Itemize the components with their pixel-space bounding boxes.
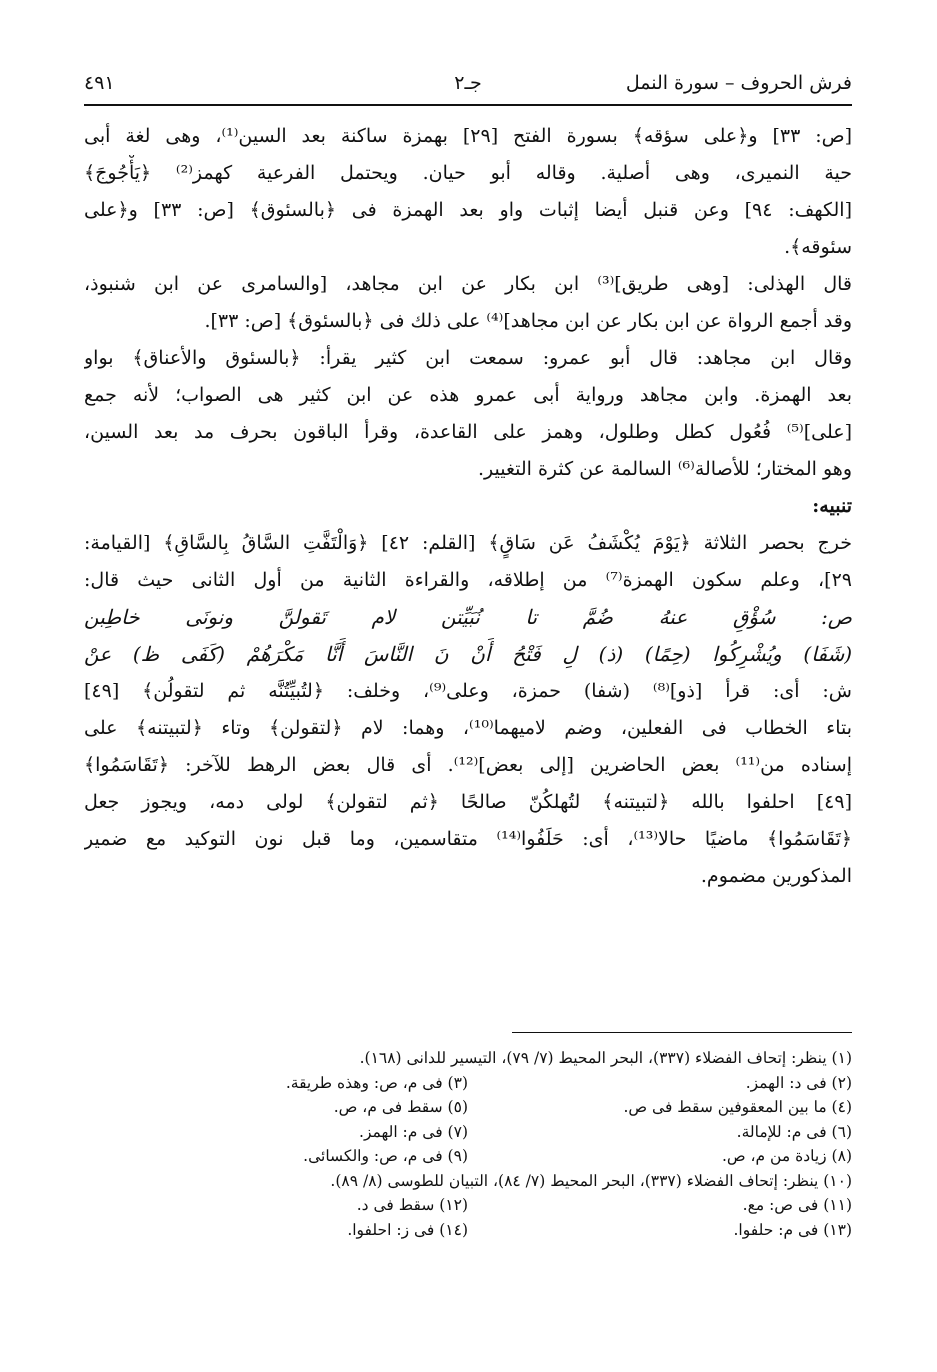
footnote-6: (٦) فى م: للإمالة. xyxy=(736,1122,852,1141)
text-line: بتاء الخطاب فى الفعلين، وضم لاميهما⁽¹⁰⁾، وهما: لام ﴿لتقولن﴾ وتاء ﴿لتبيتنه﴾ على xyxy=(84,717,852,739)
header-divider xyxy=(84,104,852,106)
footnote-12: (١٢) سقط فى د. xyxy=(356,1196,468,1214)
footnote-4: (٤) ما بين المعقوفين سقط فى ص. xyxy=(623,1098,852,1116)
running-header xyxy=(84,70,852,104)
header-title: فرش الحروف – سورة النمل xyxy=(625,72,852,94)
text-line: حية النميرى، وهى أصلية. وقاله أبو حيان. ويحتمل الفرعية كهمز⁽²⁾ ﴿يَأْجُوجَ﴾ xyxy=(84,162,852,184)
text-line: إسناده من⁽¹¹⁾ بعض الحاضرين [إلى بعض]⁽¹²⁾. أى قال بعض الرهط للآخر: ﴿تَقَاسَمُوا﴾ xyxy=(84,754,852,776)
footnote-11: (١١) فى ص: مع. xyxy=(742,1196,852,1214)
footnote-1: (١) ينظر: إتحاف الفضلاء (٣٣٧)، البحر المحيط (٧/ ٧٩)، التيسير للدانى (١٦٨). xyxy=(359,1049,852,1067)
section-heading: تنبيه: xyxy=(812,495,852,517)
text-line: [ص: ٣٣] و﴿على سؤقه﴾ بسورة الفتح [٢٩] بهمزة ساكنة بعد السين⁽¹⁾، وهى لغة أبى xyxy=(84,125,852,147)
text-line: المذكورين مضموم. xyxy=(700,865,852,887)
footnote-9: (٩) فى م، ص: والكسائى. xyxy=(303,1147,468,1165)
text-line: بعد الهمزة. وابن مجاهد ورواية أبى عمرو هذه عن ابن كثير هى الصواب؛ لأنه جمع xyxy=(84,384,852,406)
footnote-5: (٥) سقط فى م، ص. xyxy=(333,1098,468,1116)
footnote-14: (١٤) فى ز: احلفوا. xyxy=(347,1220,468,1239)
text-line: [على]⁽⁵⁾ فُعُول كطل وطلول، وهمز على القاعدة، وقرأ الباقون بحرف مد بعد السين، xyxy=(84,421,852,443)
verse-line: (شَفَا) ويُشْرِكُوا (حِمًا) (ذ) لِ فَتْحُ أَنْ نَ النَّاسَ أَنَّا مَكْرَهُمْ (كَفَى ظ) عنْ xyxy=(84,642,852,666)
footnote-divider xyxy=(512,1032,852,1033)
verse-line: ص: سُؤْقِ عنهُ ضُمَّ تا نُبَيِّتن لام تَقولنَّ ونونَى خاطِبن xyxy=(84,605,852,629)
text-line: ش: أى: قرأ [ذو]⁽⁸⁾ (شفا) حمزة، وعلى⁽⁹⁾، وخلف: ﴿لتُبيِّتُنَّه ثم لتقولُن﴾ [٤٩] xyxy=(84,680,852,702)
text-line: [٤٩] احلفوا بالله ﴿لتبيتنه﴾ لتُهلكُنّ صالحًا ﴿ثم لتقولن﴾ لولى دمه، ويجوز جعل xyxy=(84,791,852,813)
main-text xyxy=(84,118,852,895)
text-line: وقد أجمع الرواة عن ابن بكار عن ابن مجاهد]⁽⁴⁾ على ذلك فى ﴿بالسئوق﴾ [ص: ٣٣]. xyxy=(204,310,852,332)
footnote-3: (٣) فى م، ص: وهذه طريقة. xyxy=(285,1073,468,1092)
footnote-10: (١٠) ينظر: إتحاف الفضلاء (٣٣٧)، البحر المحيط (٧/ ٨٤)، التبيان للطوسى (٨/ ٨٩). xyxy=(330,1171,852,1190)
footnotes xyxy=(84,1046,852,1242)
text-line: خرج بحصر الثلاثة ﴿يَوْمَ يُكْشَفُ عَن سَاقٍ﴾ [القلم: ٤٢] ﴿وَالْتَفَّتِ السَّاقُ بِالسَّاقِ﴾ [القيامة: xyxy=(84,532,852,554)
text-line: وهو المختار؛ للأصالة⁽⁶⁾ السالمة عن كثرة التغيير. xyxy=(477,458,852,480)
footnote-7: (٧) فى م: الهمز. xyxy=(359,1122,468,1141)
page-number: ٤٩١ xyxy=(84,72,115,94)
text-line: قال الهذلى: [وهى طريق]⁽³⁾ ابن بكار عن ابن مجاهد، [والسامرى عن ابن شنبوذ، xyxy=(84,273,852,295)
text-line: ﴿تَقَاسَمُوا﴾ ماضيًا حالا⁽¹³⁾، أى: حَلَفُوا⁽¹⁴⁾ متقاسمين، وما قبل نون التوكيد مع ضمير xyxy=(84,828,852,850)
text-line: [الكهف: ٩٤] وعن قنبل أيضا إثبات واو بعد الهمزة فى ﴿بالسئوق﴾ [ص: ٣٣] و﴿على xyxy=(84,199,852,221)
footnote-8: (٨) زيادة من م، ص. xyxy=(721,1147,852,1165)
footnote-2: (٢) فى د: الهمز. xyxy=(745,1073,852,1092)
header-volume: جـ٢ xyxy=(454,72,482,94)
text-line: وقال ابن مجاهد: قال أبو عمرو: سمعت ابن كثير يقرأ: ﴿بالسئوق والأعناق﴾ بواو xyxy=(84,347,852,369)
footnote-13: (١٣) فى م: حلفوا. xyxy=(733,1220,852,1239)
text-line: ٢٩]، وعلم سكون الهمزة⁽⁷⁾ من إطلاقه، والقراءة الثانية من أول الثانى حيث قال: xyxy=(84,569,852,591)
text-line: سئوقه﴾. xyxy=(784,236,852,258)
